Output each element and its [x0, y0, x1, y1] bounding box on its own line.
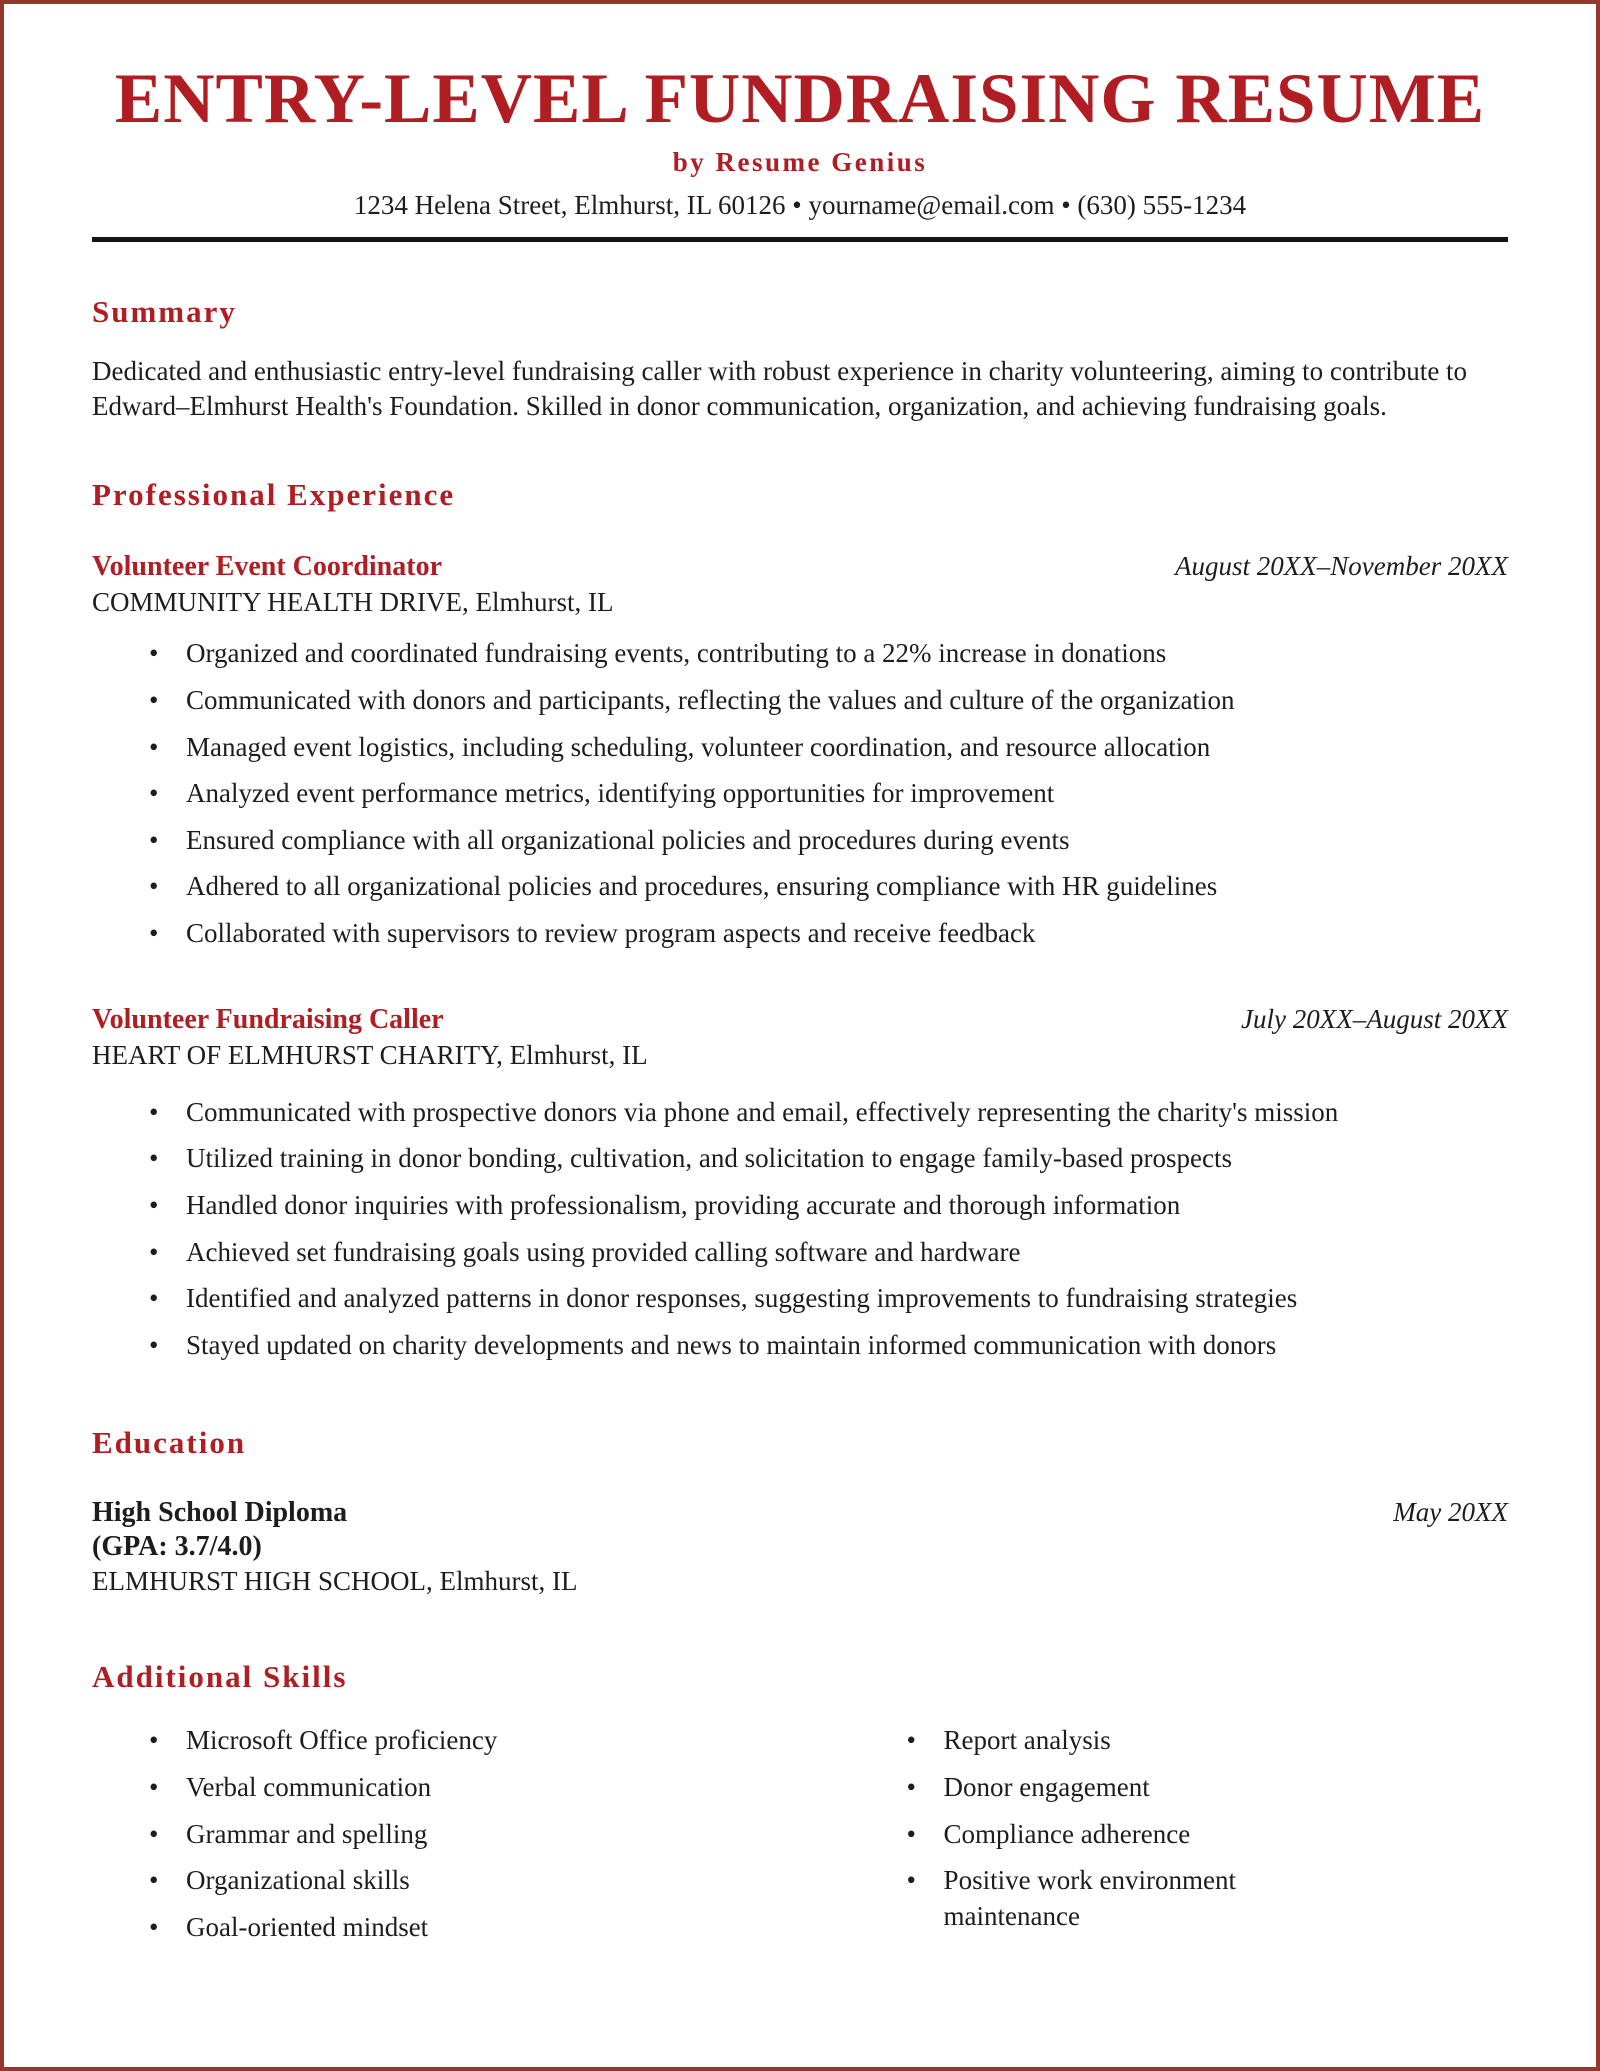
- bullet-item: • Analyzed event performance metrics, identifying opportunities for improvement: [149, 776, 1479, 812]
- bullet-item: • Managed event logistics, including scheduling, volunteer coordination, and resource allocation: [149, 730, 1479, 766]
- bullet-item: • Achieved set fundraising goals using provided calling software and hardware: [149, 1235, 1479, 1271]
- skill-item: • Microsoft Office proficiency: [149, 1723, 569, 1759]
- bullet-item: • Collaborated with supervisors to review program aspects and receive feedback: [149, 916, 1479, 952]
- skills-left-column: [149, 1723, 850, 1956]
- bullet-item: • Utilized training in donor bonding, cultivation, and solicitation to engage family-based prospects: [149, 1141, 1479, 1177]
- bullet-item: • Identified and analyzed patterns in donor responses, suggesting improvements to fundraising strategies: [149, 1281, 1479, 1317]
- education-school: ELMHURST HIGH SCHOOL, Elmhurst, IL: [92, 1566, 578, 1597]
- job-entry-2: [92, 1004, 1508, 1364]
- education-heading: Education: [92, 1425, 247, 1461]
- resume-header: [92, 62, 1508, 242]
- summary-section: [92, 294, 1508, 426]
- contact-line: 1234 Helena Street, Elmhurst, IL 60126 • yourname@email.com • (630) 555-1234: [353, 189, 1247, 220]
- education-degree: High School Diploma: [92, 1497, 348, 1529]
- job-2-title: Volunteer Fundraising Caller: [92, 1003, 444, 1035]
- job-1-bullet-list: [149, 636, 1508, 951]
- resume-subtitle: by Resume Genius: [672, 146, 928, 177]
- job-1-dates: August 20XX–November 20XX: [1175, 551, 1508, 582]
- education-gpa: (GPA: 3.7/4.0): [92, 1531, 262, 1563]
- job-2-company: HEART OF ELMHURST CHARITY, Elmhurst, IL: [92, 1039, 648, 1070]
- skill-item: • Positive work environment maintenance: [907, 1863, 1327, 1934]
- skill-item: • Verbal communication: [149, 1770, 569, 1806]
- job-1-header-row: [92, 551, 1508, 583]
- skills-columns: [92, 1723, 1508, 1956]
- summary-heading: Summary: [92, 293, 237, 329]
- skill-item: • Organizational skills: [149, 1863, 569, 1899]
- skill-item: • Donor engagement: [907, 1770, 1327, 1806]
- bullet-item: • Stayed updated on charity developments and news to maintain informed communication with donors: [149, 1328, 1479, 1364]
- education-section: [92, 1425, 1508, 1597]
- education-date: May 20XX: [1393, 1497, 1508, 1528]
- experience-heading: Professional Experience: [92, 477, 456, 513]
- job-2-bullet-list: [149, 1095, 1508, 1364]
- bullet-item: • Ensured compliance with all organizational policies and procedures during events: [149, 823, 1479, 859]
- bullet-item: • Organized and coordinated fundraising events, contributing to a 22% increase in donations: [149, 636, 1479, 672]
- skill-item: • Goal-oriented mindset: [149, 1910, 569, 1946]
- resume-title: ENTRY-LEVEL FUNDRAISING RESUME: [114, 60, 1486, 138]
- bullet-item: • Communicated with prospective donors via phone and email, effectively representing the charity's mission: [149, 1095, 1479, 1131]
- job-2-dates: July 20XX–August 20XX: [1241, 1003, 1508, 1034]
- skill-item: • Compliance adherence: [907, 1817, 1327, 1853]
- bullet-item: • Communicated with donors and participants, reflecting the values and culture of the organization: [149, 683, 1479, 719]
- bullet-item: • Handled donor inquiries with professionalism, providing accurate and thorough information: [149, 1188, 1479, 1224]
- job-1-title: Volunteer Event Coordinator: [92, 551, 442, 583]
- experience-section: [92, 477, 1508, 1363]
- job-1-company: COMMUNITY HEALTH DRIVE, Elmhurst, IL: [92, 587, 614, 618]
- job-2-header-row: [92, 1004, 1508, 1036]
- skill-item: • Report analysis: [907, 1723, 1327, 1759]
- skills-section: [92, 1659, 1508, 1956]
- skills-right-column: [907, 1723, 1508, 1956]
- skills-heading: Additional Skills: [92, 1659, 348, 1695]
- education-entry: [92, 1497, 1508, 1597]
- education-header-row: [92, 1497, 1508, 1529]
- summary-text: Dedicated and enthusiastic entry-level fundraising caller with robust experience in charity volunteering, aiming to contribute to Edward–Elmhurst Health's Foundation. Skilled in donor communication, organization, and achieving fundraising goals.: [92, 355, 1468, 422]
- job-entry-1: [92, 551, 1508, 951]
- bullet-item: • Adhered to all organizational policies and procedures, ensuring compliance with HR guidelines: [149, 869, 1479, 905]
- skill-item: • Grammar and spelling: [149, 1817, 569, 1853]
- header-divider: [92, 237, 1508, 242]
